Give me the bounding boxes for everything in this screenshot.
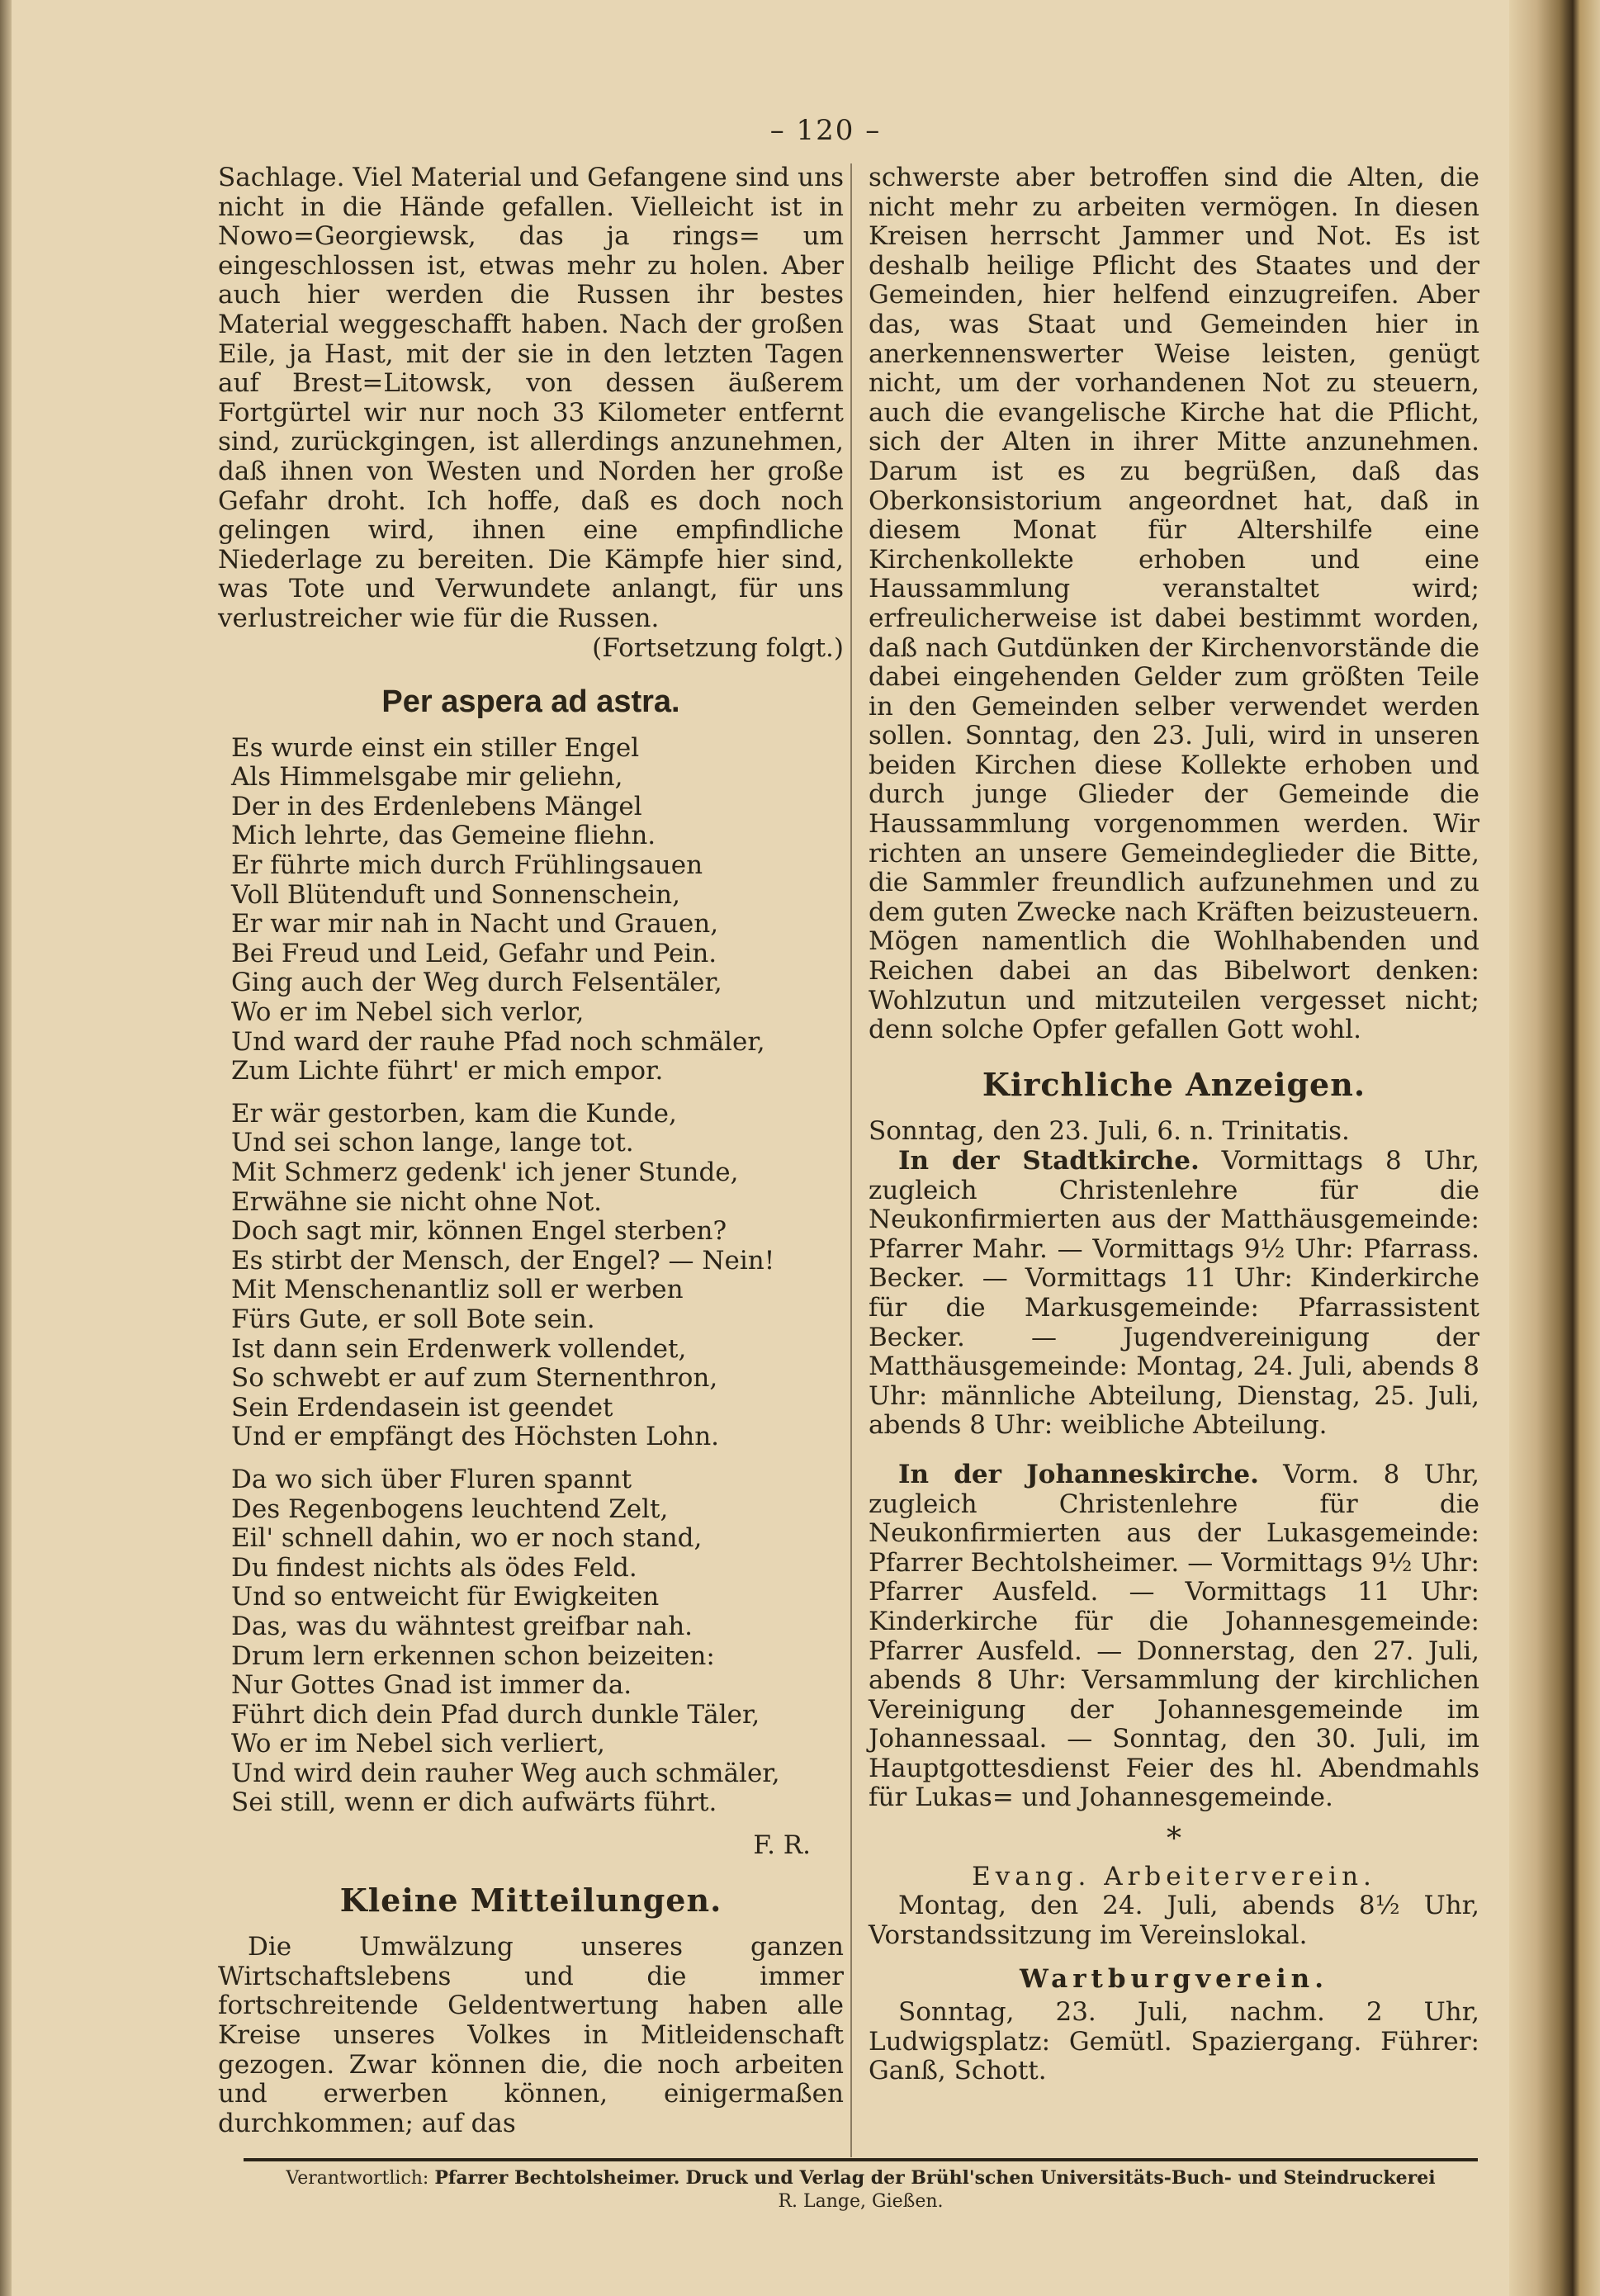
wartburgverein-title: Wartburgverein. [1020, 1964, 1328, 1995]
poem-line: Er führte mich durch Frühlingsauen [231, 850, 703, 881]
wartburgverein-text: Sonntag, 23. Juli, nachm. 2 Uhr, Ludwigsplatz: Gemütl. Spaziergang. Führer: Ganß, Schott. [869, 1997, 1479, 2086]
poem-line: Führt dich dein Pfad durch dunkle Täler, [231, 1699, 760, 1730]
imprint-footer [244, 2166, 1478, 2213]
poem-line: Des Regenbogens leuchtend Zelt, [231, 1494, 669, 1524]
johanneskirche-label: In der Johanneskirche. [898, 1459, 1259, 1489]
poem-line: Da wo sich über Fluren spannt [231, 1464, 632, 1494]
arbeiterverein-text: Montag, den 24. Juli, abends 8½ Uhr, Vorstandssitzung im Vereinslokal. [869, 1891, 1479, 1950]
poem-line: Mit Schmerz gedenk' ich jener Stunde, [231, 1157, 739, 1187]
johanneskirche-notice [869, 1460, 1479, 1813]
news-text: Die Umwälzung unseres ganzen Wirtschaftslebens und die immer fortschreitende Geldentwertung haben alle Kreise unseres Volkes in Mitleidenschaft gezogen. Zwar können die, die noch arbeiten und erwerben können, einigermaßen durchkommen; auf das [218, 1932, 844, 2138]
poem-line: Du findest nichts als ödes Feld. [231, 1552, 637, 1583]
poem-line: Erwähne sie nicht ohne Not. [231, 1186, 603, 1217]
notice-gap [869, 1441, 1479, 1460]
poem-line: Doch sagt mir, können Engel sterben? [231, 1216, 727, 1247]
poem-line: Drum lern erkennen schon beizeiten: [231, 1640, 715, 1671]
arbeiterverein-title: Evang. Arbeiterverein. [972, 1861, 1376, 1891]
poem-line: Und ward der rauhe Pfad noch schmäler, [231, 1026, 765, 1057]
right-column [869, 163, 1479, 2086]
responsible-label: Verantwortlich: [286, 2168, 429, 2189]
page-left-edge [0, 0, 12, 2296]
stadtkirche-notice [869, 1147, 1479, 1441]
left-column [218, 163, 844, 2138]
book-spine-edge [1509, 0, 1600, 2296]
poem-line: Und wird dein rauher Weg auch schmäler, [231, 1758, 780, 1788]
poem-line: Es wurde einst ein stiller Engel [231, 732, 640, 763]
poem-line: Wo er im Nebel sich verliert, [231, 1729, 605, 1759]
poem-line: Mich lehrte, das Gemeine fliehn. [231, 821, 656, 851]
imprint-line-1 [244, 2166, 1478, 2190]
poem-signature: F. R. [753, 1830, 811, 1861]
poem-line: So schwebt er auf zum Sternenthron, [231, 1363, 718, 1394]
imprint-line-2: R. Lange, Gießen. [778, 2191, 944, 2212]
poem-stanza [231, 1465, 844, 1818]
johanneskirche-text: Vorm. 8 Uhr, zugleich Christenlehre für die Neukonfirmierten aus der Lukasgemeinde: Pfarrer Bechtolsheimer. — Vormittags 9½ Uhr: Pfarrer Ausfeld. — Vormittags 11 Uhr: Kinderkirche für die Johannesgemeinde: Pfarrer Ausfeld. — Donnerstag, den 27. Juli, abends 8 Uhr: Versammlung der kirchlichen Vereinigung der Johannesgemeinde im Johannessaal. — Sonntag, den 30. Juli, im Hauptgottesdienst Feier des hl. Abendmahls für Lukas= und Johannesgemeinde. [869, 1459, 1479, 1813]
poem-line: Voll Blütenduft und Sonnenschein, [231, 879, 680, 910]
poem-line: Zum Lichte führt' er mich empor. [231, 1056, 664, 1086]
stadtkirche-label: In der Stadtkirche. [898, 1146, 1200, 1176]
poem-line: Mit Menschenantliz soll er werben [231, 1275, 684, 1305]
war-report-continuation: Sachlage. Viel Material und Gefangene sind uns nicht in die Hände gefallen. Vielleicht ist in Nowo=Georgiewsk, das ja rings= um eingeschlossen ist, etwas mehr zu holen. Aber auch hier werden die Russen ihr bestes Material weggeschafft haben. Nach der großen Eile, ja Hast, mit der sie in den letzten Tagen auf Brest=Litowsk, von dessen äußerem Fortgürtel wir nur noch 33 Kilometer entfernt sind, zurückgingen, ist allerdings anzunehmen, daß ihnen von Westen und Norden her große Gefahr droht. Ich hoffe, daß es doch noch gelingen wird, ihnen eine empfindliche Niederlage zu bereiten. Die Kämpfe hier sind, was Tote und Verwundete anlangt, für uns verlustreicher wie für die Russen. [218, 163, 844, 633]
poem-line: Der in des Erdenlebens Mängel [231, 791, 642, 821]
news-continuation: schwerste aber betroffen sind die Alten, die nicht mehr zu arbeiten vermögen. In diesen Kreisen herrscht Jammer und Not. Es ist deshalb heilige Pflicht des Staates und der Gemeinden, hier helfend einzugreifen. Aber das, was Staat und Gemeinden hier in anerkennenswerter Weise leisten, genügt nicht, um der vorhandenen Not zu steuern, auch die evangelische Kirche hat die Pflicht, sich der Alten in ihrer Mitte anzunehmen. Darum ist es zu begrüßen, daß das Oberkonsistorium angeordnet hat, daß in diesem Monat für Altershilfe eine Kirchenkollekte erhoben und eine Haussammlung veranstaltet wird; erfreulicherweise ist dabei bestimmt worden, daß nach Gutdünken der Kirchenvorstände die dabei eingehenden Gelder zum größten Teile in den Gemeinden selber verwendet werden sollen. Sonntag, den 23. Juli, wird in unseren beiden Kirchen diese Kollekte erhoben und durch junge Glieder der Gemeinde die Haussammlung vorgenommen werden. Wir richten an unsere Gemeindeglieder die Bitte, die Sammler freundlich aufzunehmen und zu dem guten Zwecke nach Kräften beizusteuern. Mögen namentlich die Wohlhabenden und Reichen dabei an das Bibelwort denken: Wohlzutun und mitzuteilen vergesset nicht; denn solche Opfer gefallen Gott wohl. [869, 163, 1479, 1045]
poem-line: Und er empfängt des Höchsten Lohn. [231, 1422, 720, 1452]
poem [218, 734, 844, 1818]
poem-line: Sei still, wenn er dich aufwärts führt. [231, 1787, 717, 1818]
poem-line: Es stirbt der Mensch, der Engel? — Nein! [231, 1245, 775, 1276]
poem-line: Und so entweicht für Ewigkeiten [231, 1582, 660, 1612]
page-number: – 120 – [769, 114, 882, 147]
poem-line: Er war mir nah in Nacht und Grauen, [231, 909, 719, 940]
poem-line: Als Himmelsgabe mir geliehn, [231, 762, 623, 793]
poem-line: Fürs Gute, er soll Bote sein. [231, 1304, 595, 1334]
responsible-name: Pfarrer Bechtolsheimer. [434, 2167, 680, 2189]
poem-line: Er wär gestorben, kam die Kunde, [231, 1098, 677, 1129]
section-separator: * [1167, 1822, 1181, 1857]
poem-title: Per aspera ad astra. [381, 684, 680, 720]
poem-line: Ging auch der Weg durch Felsentäler, [231, 968, 722, 998]
church-notices-title: Kirchliche Anzeigen. [982, 1065, 1366, 1103]
footer-rule [244, 2158, 1478, 2161]
poem-stanza [231, 1100, 844, 1452]
poem-line: Ist dann sein Erdenwerk vollendet, [231, 1333, 687, 1364]
column-divider [850, 163, 852, 2157]
poem-line: Bei Freud und Leid, Gefahr und Pein. [231, 938, 717, 968]
church-date-line: Sonntag, den 23. Juli, 6. n. Trinitatis. [869, 1116, 1350, 1147]
poem-line: Sein Erdendasein ist geendet [231, 1392, 613, 1423]
poem-line: Nur Gottes Gnad ist immer da. [231, 1670, 632, 1701]
poem-line: Das, was du wähntest greifbar nah. [231, 1611, 693, 1641]
poem-line: Wo er im Nebel sich verlor, [231, 997, 585, 1028]
poem-line: Eil' schnell dahin, wo er noch stand, [231, 1523, 703, 1554]
poem-stanza [231, 734, 844, 1086]
news-title: Kleine Mitteilungen. [339, 1881, 722, 1919]
stadtkirche-text: Vormittags 8 Uhr, zugleich Christenlehre für die Neukonfirmierten aus der Matthäusgemeinde: Pfarrer Mahr. — Vormittags 9½ Uhr: Pfarrass. Becker. — Vormittags 11 Uhr: Kinderkirche für die Markusgemeinde: Pfarrassistent Becker. — Jugendvereinigung der Matthäusgemeinde: Montag, 24. Juli, abends 8 Uhr: männliche Abteilung, Dienstag, 25. Juli, abends 8 Uhr: weibliche Abteilung. [869, 1146, 1480, 1441]
printer-name: Druck und Verlag der Brühl'schen Universitäts-Buch- und Steindruckerei [685, 2167, 1436, 2189]
poem-line: Und sei schon lange, lange tot. [231, 1128, 634, 1158]
continued-note: (Fortsetzung folgt.) [592, 632, 844, 663]
